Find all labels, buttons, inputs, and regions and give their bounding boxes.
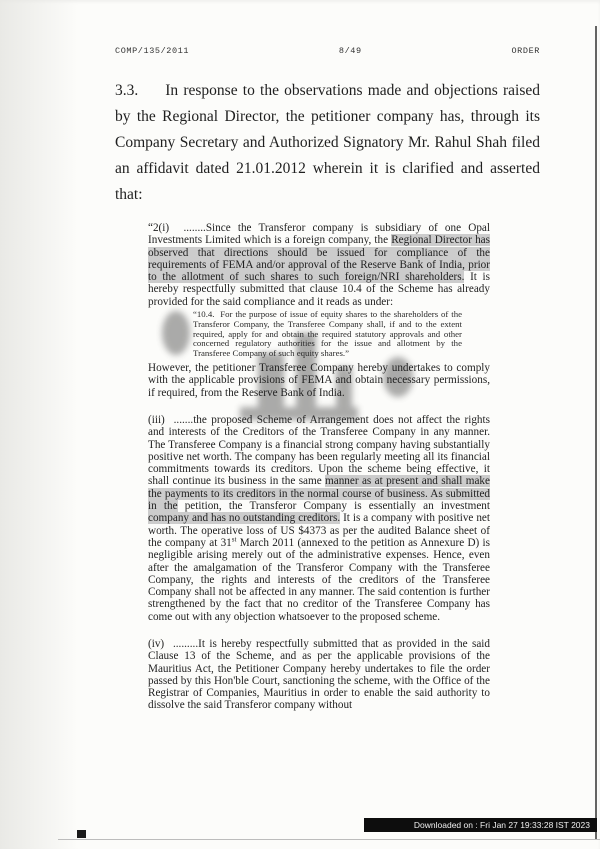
paragraph-however: However, the petitioner Transferee Company hereby undertakes to comply with the applicable provisions of FEMA and obtain necessary permissions, if required, from the Reserve Bank of India. xyxy=(148,362,490,399)
quote-10-4-text: “10.4. For the purpose of issue of equity shares to the shareholders of the Transferor Company, the Transferee Company shall, if and to the extent required, apply for and obtain the required statutory approvals and other concerned regulatory authorities for the issue and allotment by the Transferee Company of such equity shares.” xyxy=(193,309,462,359)
quote-10-4 xyxy=(193,310,462,359)
download-footer xyxy=(364,818,597,832)
text-segment: It is hereby respectfully submitted that clause 10.4 of the Scheme has already provided for the said compliance and it reads as under: xyxy=(148,271,491,308)
scan-artifact-dot xyxy=(77,830,86,838)
page-header xyxy=(115,46,540,56)
paragraph-iii xyxy=(148,414,490,623)
order-label: ORDER xyxy=(511,46,540,56)
quote-2i xyxy=(148,222,490,308)
paragraph-3-3-text: In response to the observations made and objections raised by the Regional Director, the petitioner company has, through its Company Secretary and Authorized Signatory Mr. Rahul Shah filed an affidavit dated 21.01.2012 wherein it is clarified and asserted that: xyxy=(115,82,540,203)
download-timestamp: Downloaded on : Fri Jan 27 19:33:28 IST 2023 xyxy=(413,820,590,830)
paragraph-3-3 xyxy=(115,78,540,208)
text-segment: March 2011 (annexed to the petition as Annexure D) is negligible arising merely out of the administrative expenses. Hence, even after the amalgamation of the Transferor Company with the Transferee Company, the rights and interests of the creditors of the Transferee Company shall not be affected in any manner. The said contention is further strengthened by the fact that no creditor of the Transferee Company has come out with any objection whatsoever to the proposed scheme. xyxy=(148,536,491,623)
paragraph-3-3-number: 3.3. xyxy=(115,82,139,99)
paragraph-iv: (iv) .........It is hereby respectfully submitted that as provided in the said Clause 13 of the Scheme, and as per the applicable provisions of the Mauritius Act, the Petitioner Company hereby undertakes to file the order passed by this Hon'ble Court, sanctioning the scheme, with the Office of the Registrar of Companies, Mauritius in order to enable the said authority to dissolve the said Transferor company without xyxy=(148,638,490,712)
highlighted-text: Regional Director has observed that directions should be issued for compliance of the requirements of FEMA and/or approval of the Reserve Bank of India, prior to the allotment of such shares to such foreign/NRI shareholders. xyxy=(148,234,491,284)
superscript-st: st xyxy=(231,535,237,544)
case-number: COMP/135/2011 xyxy=(115,46,190,56)
text-segment: It is a company with positive net worth. The operative loss of US $4373 as per the audited Balance sheet of the company at 31 xyxy=(148,512,490,549)
scan-bottom-line xyxy=(58,839,600,840)
text-segment: “2(i) ........Since the Transferor company is subsidiary of one Opal Investments Limited which is a foreign company, the xyxy=(148,222,490,247)
text-segment: (iii) .......the proposed Scheme of Arrangement does not affect the rights and interests of the Creditors of the Transferee Company in any manner. The Transferee Company is a financial strong company having substantially positive net worth. The company has been regularly meeting all its financial commitments towards its creditors. Upon the scheme being effective, it shall continue its business in the same xyxy=(148,413,490,488)
affidavit-quote-block xyxy=(148,222,490,712)
page-number: 8/49 xyxy=(338,46,362,56)
text-segment: petition, the Transferor Company is essentially an investment xyxy=(177,500,490,513)
highlighted-text: manner as at present and shall make the payments to its creditors in the normal course of business. As submitted in the xyxy=(148,475,490,513)
highlighted-text: company and has no outstanding creditors. xyxy=(148,512,341,525)
